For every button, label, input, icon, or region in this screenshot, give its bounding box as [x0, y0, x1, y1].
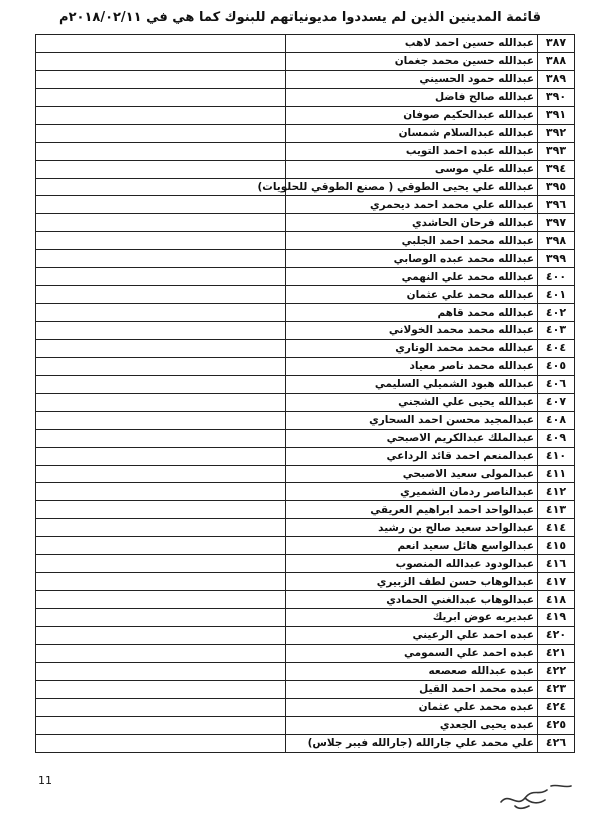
- empty-cell: [36, 70, 286, 88]
- debtor-name: عبدالملك عبدالكريم الاصبحي: [286, 429, 538, 447]
- row-number: ٣٩٨: [538, 232, 575, 250]
- table-row: [36, 52, 575, 70]
- page-number: 11: [38, 774, 52, 787]
- table-row: [36, 304, 575, 322]
- debtor-name: عبدالله فرحان الحاشدي: [286, 214, 538, 232]
- row-number: ٤٠٧: [538, 393, 575, 411]
- table-row: [36, 429, 575, 447]
- debtor-name: عبده احمد علي الرعيني: [286, 626, 538, 644]
- table-row: [36, 232, 575, 250]
- debtor-name: عبدالوهاب عبدالغني الحمادي: [286, 591, 538, 609]
- table-row: [36, 411, 575, 429]
- debtor-name: عبدالله حسين محمد جغمان: [286, 52, 538, 70]
- table-row: [36, 609, 575, 627]
- row-number: ٣٩٤: [538, 160, 575, 178]
- empty-cell: [36, 537, 286, 555]
- row-number: ٤٠١: [538, 286, 575, 304]
- row-number: ٣٩٠: [538, 88, 575, 106]
- table-row: [36, 626, 575, 644]
- table-row: [36, 519, 575, 537]
- empty-cell: [36, 250, 286, 268]
- table-row: [36, 178, 575, 196]
- debtor-name: علي محمد علي جارالله (جارالله فيبر جلاس): [286, 734, 538, 752]
- row-number: ٤١٥: [538, 537, 575, 555]
- debtor-name: عبدالله علي يحيى الطوقي ( مصنع الطوقي للحلويات): [286, 178, 538, 196]
- empty-cell: [36, 357, 286, 375]
- row-number: ٤١٤: [538, 519, 575, 537]
- row-number: ٤٠٠: [538, 268, 575, 286]
- empty-cell: [36, 465, 286, 483]
- debtor-name: عبدالله عبدالسلام شمسان: [286, 124, 538, 142]
- debtor-name: عبدالله محمد ناصر معياد: [286, 357, 538, 375]
- row-number: ٤١٦: [538, 555, 575, 573]
- empty-cell: [36, 716, 286, 734]
- row-number: ٣٩٩: [538, 250, 575, 268]
- empty-cell: [36, 680, 286, 698]
- table-row: [36, 483, 575, 501]
- row-number: ٤٠٦: [538, 375, 575, 393]
- debtor-name: عبدالواحد سعيد صالح بن رشيد: [286, 519, 538, 537]
- empty-cell: [36, 483, 286, 501]
- empty-cell: [36, 644, 286, 662]
- table-row: [36, 555, 575, 573]
- empty-cell: [36, 375, 286, 393]
- debtor-name: عبدالله علي موسى: [286, 160, 538, 178]
- table-row: [36, 698, 575, 716]
- table-row: [36, 465, 575, 483]
- table-row: [36, 591, 575, 609]
- row-number: ٤٢٠: [538, 626, 575, 644]
- debtor-name: عبدالله يحيى علي الشجني: [286, 393, 538, 411]
- row-number: ٤١٧: [538, 573, 575, 591]
- debtor-name: عبدالله محمد محمد الخولاني: [286, 322, 538, 340]
- debtor-name: عبدالودود عبدالله المنصوب: [286, 555, 538, 573]
- row-number: ٤٠٣: [538, 322, 575, 340]
- row-number: ٤١٩: [538, 609, 575, 627]
- page-title: قائمة المدينين الذين لم يسددوا مديونياتهم للبنوك كما هي في ٢٠١٨/٠٢/١١م: [59, 10, 541, 25]
- empty-cell: [36, 519, 286, 537]
- debtor-name: عبدالله محمد احمد الجلبي: [286, 232, 538, 250]
- table-row: [36, 196, 575, 214]
- empty-cell: [36, 232, 286, 250]
- empty-cell: [36, 35, 286, 53]
- row-number: ٣٨٨: [538, 52, 575, 70]
- debtor-name: عبدالله محمد علي النهمي: [286, 268, 538, 286]
- empty-cell: [36, 429, 286, 447]
- row-number: ٤١٠: [538, 447, 575, 465]
- table-row: [36, 357, 575, 375]
- debtor-name: عبده محمد احمد القيل: [286, 680, 538, 698]
- row-number: ٤١٣: [538, 501, 575, 519]
- table-row: [36, 393, 575, 411]
- table-row: [36, 680, 575, 698]
- table-row: [36, 573, 575, 591]
- debtor-name: عبدالله حسين احمد لاهب: [286, 35, 538, 53]
- row-number: ٤١٢: [538, 483, 575, 501]
- row-number: ٤٢٦: [538, 734, 575, 752]
- debtor-name: عبده محمد علي عثمان: [286, 698, 538, 716]
- empty-cell: [36, 609, 286, 627]
- empty-cell: [36, 124, 286, 142]
- table-row: [36, 716, 575, 734]
- signature-mark: [495, 778, 575, 812]
- debtors-table-body: [36, 35, 575, 753]
- row-number: ٣٩١: [538, 106, 575, 124]
- debtor-name: عبدالله محمد محمد الوتاري: [286, 339, 538, 357]
- row-number: ٤٢١: [538, 644, 575, 662]
- empty-cell: [36, 178, 286, 196]
- empty-cell: [36, 304, 286, 322]
- debtor-name: عبدالله هبود الشميلي السليمي: [286, 375, 538, 393]
- table-row: [36, 286, 575, 304]
- empty-cell: [36, 106, 286, 124]
- debtor-name: عبدالمنعم احمد قائد الرداعي: [286, 447, 538, 465]
- empty-cell: [36, 196, 286, 214]
- debtor-name: عبدالواسع هائل سعيد انعم: [286, 537, 538, 555]
- empty-cell: [36, 52, 286, 70]
- empty-cell: [36, 573, 286, 591]
- debtor-name: عبدالله عبده احمد التويب: [286, 142, 538, 160]
- empty-cell: [36, 160, 286, 178]
- row-number: ٤٠٥: [538, 357, 575, 375]
- row-number: ٤٠٢: [538, 304, 575, 322]
- debtor-name: عبدالمجيد محسن احمد السحاري: [286, 411, 538, 429]
- empty-cell: [36, 322, 286, 340]
- table-row: [36, 375, 575, 393]
- row-number: ٣٩٦: [538, 196, 575, 214]
- empty-cell: [36, 662, 286, 680]
- debtor-name: عبدالوهاب حسن لطف الزبيري: [286, 573, 538, 591]
- table-row: [36, 501, 575, 519]
- table-row: [36, 88, 575, 106]
- empty-cell: [36, 286, 286, 304]
- debtor-name: عبدالله محمد علي عثمان: [286, 286, 538, 304]
- row-number: ٤٠٩: [538, 429, 575, 447]
- debtor-name: عبدالله علي محمد احمد ديحمري: [286, 196, 538, 214]
- row-number: ٣٩٢: [538, 124, 575, 142]
- empty-cell: [36, 214, 286, 232]
- row-number: ٣٩٥: [538, 178, 575, 196]
- debtor-name: عبده احمد علي السمومي: [286, 644, 538, 662]
- table-row: [36, 142, 575, 160]
- table-row: [36, 160, 575, 178]
- row-number: ٤٠٤: [538, 339, 575, 357]
- row-number: ٤٢٢: [538, 662, 575, 680]
- debtors-table: [35, 34, 575, 753]
- table-row: [36, 537, 575, 555]
- empty-cell: [36, 142, 286, 160]
- table-row: [36, 322, 575, 340]
- row-number: ٤٢٣: [538, 680, 575, 698]
- empty-cell: [36, 734, 286, 752]
- debtor-name: عبده عبدالله صعصعه: [286, 662, 538, 680]
- table-row: [36, 734, 575, 752]
- empty-cell: [36, 393, 286, 411]
- debtor-name: عبدالواحد احمد ابراهيم العريقي: [286, 501, 538, 519]
- empty-cell: [36, 501, 286, 519]
- debtor-name: عبدالله حمود الحسيني: [286, 70, 538, 88]
- row-number: ٤١٨: [538, 591, 575, 609]
- debtor-name: عبدالله عبدالحكيم صوفان: [286, 106, 538, 124]
- debtor-name: عبدالله محمد عبده الوصابي: [286, 250, 538, 268]
- empty-cell: [36, 447, 286, 465]
- row-number: ٤٠٨: [538, 411, 575, 429]
- empty-cell: [36, 626, 286, 644]
- row-number: ٣٩٧: [538, 214, 575, 232]
- empty-cell: [36, 411, 286, 429]
- table-row: [36, 644, 575, 662]
- table-row: [36, 268, 575, 286]
- row-number: ٣٩٣: [538, 142, 575, 160]
- row-number: ٣٨٧: [538, 35, 575, 53]
- debtor-name: عبدالمولى سعيد الاصبحي: [286, 465, 538, 483]
- row-number: ٤١١: [538, 465, 575, 483]
- empty-cell: [36, 339, 286, 357]
- empty-cell: [36, 268, 286, 286]
- debtor-name: عبده يحيى الجعدي: [286, 716, 538, 734]
- empty-cell: [36, 591, 286, 609]
- debtor-name: عبدالله صالح فاضل: [286, 88, 538, 106]
- row-number: ٤٢٥: [538, 716, 575, 734]
- debtor-name: عبديربه عوض ابريك: [286, 609, 538, 627]
- debtor-name: عبدالناصر ردمان الشميري: [286, 483, 538, 501]
- row-number: ٤٢٤: [538, 698, 575, 716]
- empty-cell: [36, 698, 286, 716]
- table-row: [36, 447, 575, 465]
- table-row: [36, 339, 575, 357]
- empty-cell: [36, 88, 286, 106]
- table-row: [36, 662, 575, 680]
- debtor-name: عبدالله محمد قاهم: [286, 304, 538, 322]
- table-row: [36, 35, 575, 53]
- table-row: [36, 214, 575, 232]
- table-row: [36, 250, 575, 268]
- row-number: ٣٨٩: [538, 70, 575, 88]
- table-row: [36, 70, 575, 88]
- empty-cell: [36, 555, 286, 573]
- table-row: [36, 124, 575, 142]
- table-row: [36, 106, 575, 124]
